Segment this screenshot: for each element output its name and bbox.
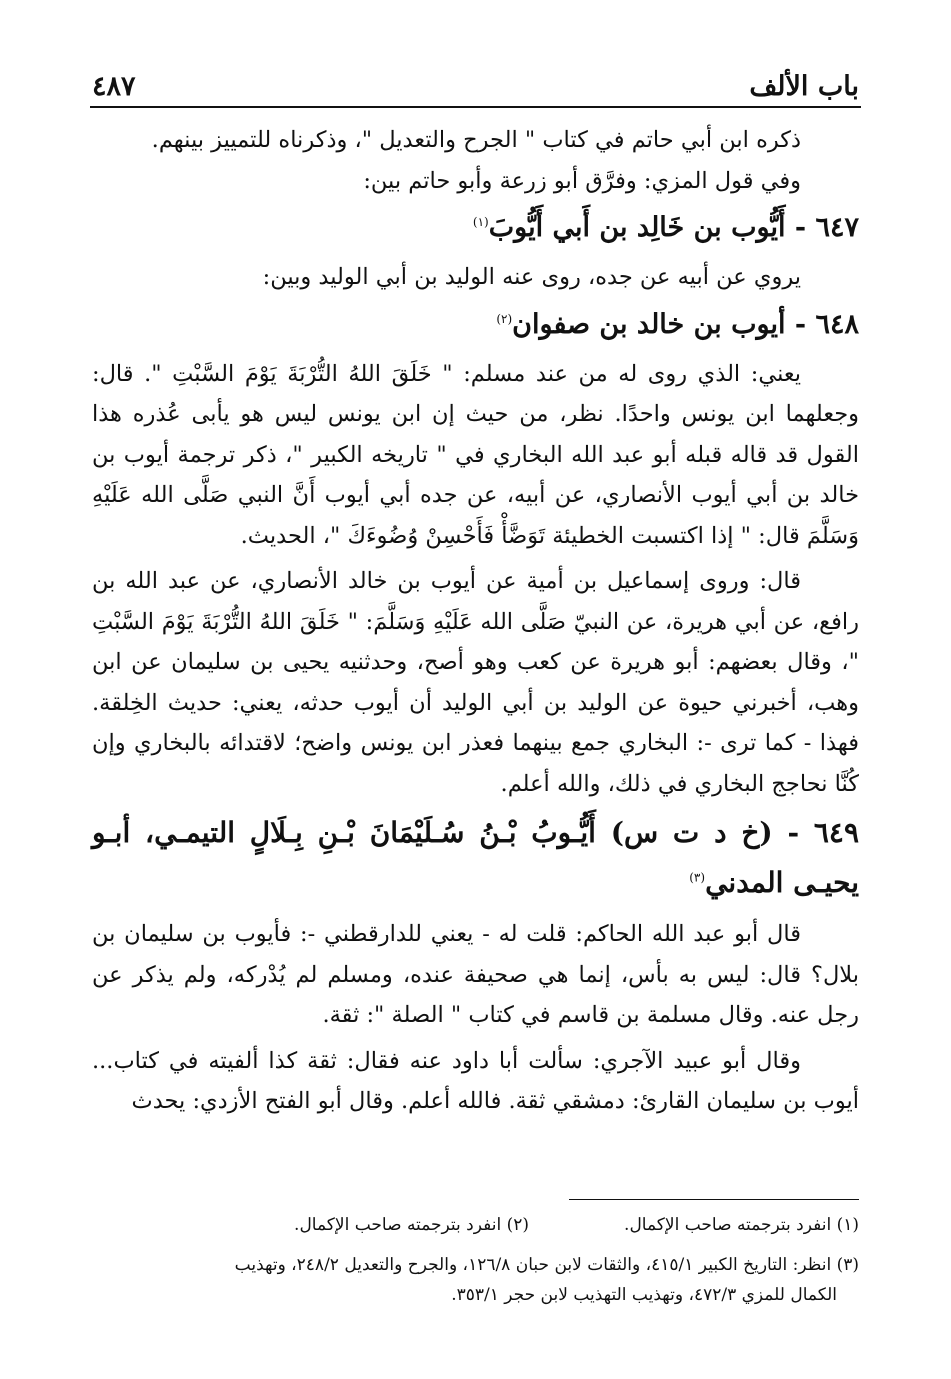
footnote-ref: (٣) [689,870,706,885]
footnote-3 [92,1250,859,1310]
paragraph: ذكره ابن أبي حاتم في كتاب " الجرح والتعديل "، وذكرناه للتمييز بينهم. [151,127,801,153]
footnote-ref: (٢) [496,311,513,326]
footnote-row [92,1210,859,1240]
chapter-title: باب الألف [749,71,859,102]
header-rule [90,106,861,108]
entry-heading-649 [92,808,859,908]
footnotes [92,1210,859,1310]
paragraph: وقال أبو عبيد الآجري: سألت أبا داود عنه فقال: ثقة كذا ألفيته في كتاب... أيوب بن سليمان القارئ: دمشقي ثقة. فالله أعلم. وقال أبو الفتح الأزدي: يحدث [92,1047,859,1114]
footnote-3-line: (٣) انظر: التاريخ الكبير ٤١٥/١، والثقات لابن حبان ١٢٦/٨، والجرح والتعديل ٢٤٨/٢، وتهذيب [234,1255,859,1275]
paragraph: قال أبو عبد الله الحاكم: قلت له - يعني للدارقطني -: فأيوب بن سليمان بن بلال؟ قال: ليس به بأس، إنما هي صحيفة عنده، ومسلم لم يُدْركه، ولم يذكر عن رجل عنه. وقال مسلمة بن قاسم في كتاب " الصلة ": ثقة. [92,921,859,1028]
paragraph: يعني: الذي روى له من عند مسلم: " خَلَقَ اللهُ التُّرْبَةَ يَوْمَ السَّبْتِ ". قال: وجعلهما ابن يونس واحدًا. نظر، من حيث إن ابن يونس ليس هو يأبى عُذره هذا القول قد قاله قبله أبو عبد الله البخاري في " تاريخه الكبير "، ذكر ترجمة أيوب بن خالد بن أبي أيوب الأنصاري، عن أبيه، عن جده أبي أيوب أَنَّ النبي صَلَّى الله عَلَيْهِ وَسَلَّمَ قال: " إذا اكتسبت الخطيئة تَوَضَّأْ فَأَحْسِنْ وُضُوءَكَ "، الحديث. [92,360,859,549]
page-number: ٤٨٧ [92,71,136,102]
footnote-rule [569,1199,859,1200]
running-header [92,58,859,102]
entry-heading-text: ٦٤٩ - (خ د ت س) أَيُّـوبُ بْـنُ سُـلَيْمَانَ بْـنِ بِـلَالٍ التيمـي، أبـو يحيـى المدني [92,816,859,899]
footnote-1: (١) انفرد بترجمته صاحب الإكمال. [624,1215,859,1235]
entry-heading-648 [92,302,859,348]
entry-heading-text: ٦٤٨ - أيوب بن خالد بن صفوان [512,308,859,340]
entry-heading-647 [92,205,859,251]
paragraph: قال: وروى إسماعيل بن أمية عن أيوب بن خالد الأنصاري، عن عبد الله بن رافع، عن أبي هريرة، عن النبيّ صَلَّى الله عَلَيْهِ وَسَلَّمَ: " خَلَقَ اللهُ التُّرْبَةَ يَوْمَ السَّبْتِ "، وقال بعضهم: أبو هريرة عن كعب وهو أصح، وحدثنيه يحيى بن سليمان عن ابن وهب، أخبرني حيوة عن الوليد بن أبي الوليد أن أيوب حدثه، يعني: حديث الخِلقة. فهذا - كما ترى -: البخاري جمع بينهما فعذر ابن يونس واضح؛ لاقتدائه بالبخاري وإن كُنَّا نحاجج البخاري في ذلك، والله أعلم. [92,568,859,797]
paragraph: وفي قول المزي: وفرَّق أبو زرعة وأبو حاتم بين: [363,167,801,194]
entry-heading-text: ٦٤٧ - أَيُّوب بن خَالِد بن أَبي أَيُّوبَ [488,212,859,243]
paragraph: يروي عن أبيه عن جده، روى عنه الوليد بن أبي الوليد وبين: [262,264,801,290]
footnote-3-continuation: الكمال للمزي ٤٧٢/٣، وتهذيب التهذيب لابن حجر ٣٥٣/١. [451,1285,837,1305]
footnote-2: (٢) انفرد بترجمته صاحب الإكمال. [294,1215,529,1235]
footnote-ref: (١) [472,215,489,229]
main-text [92,120,859,1122]
